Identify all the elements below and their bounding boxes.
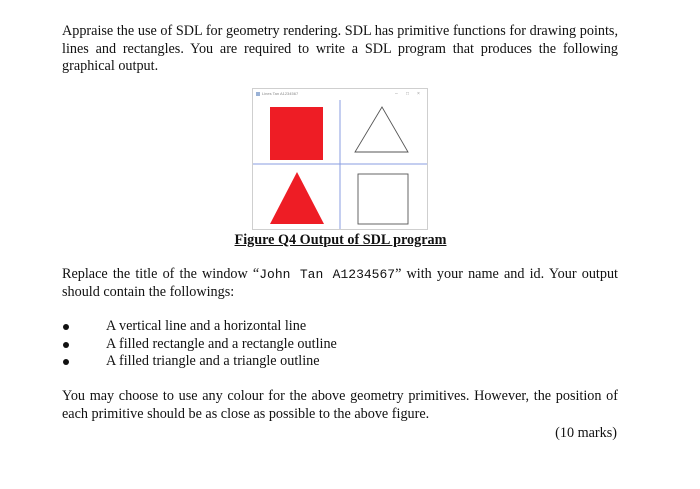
bullet-icon [63,324,69,330]
list-item-text: A vertical line and a horizontal line [106,318,307,334]
maximize-icon: □ [406,91,410,97]
replace-title-paragraph [62,266,618,301]
replace-text-after: ” with your name and id. Your output should contain the followings: [62,266,618,300]
requirements-list [62,318,337,371]
window-title-code: John Tan A1234567 [259,267,396,282]
bullet-icon [63,342,69,348]
intro-paragraph: Appraise the use of SDL for geometry rendering. SDL has primitive functions for drawing points, lines and rectangles. You are required to write a SDL program that produces the following graphical output. [62,23,618,74]
app-icon [256,92,260,96]
sdl-window-title: Lines Tan A1234567 [262,91,299,96]
list-item [62,336,337,354]
figure-caption: Figure Q4 Output of SDL program [234,232,447,248]
list-item [62,318,337,336]
sdl-canvas [253,100,427,229]
closing-paragraph: You may choose to use any colour for the above geometry primitives. However, the position of each primitive should be as close as possible to the above figure. [62,388,618,422]
filled-rectangle [270,107,323,160]
sdl-window-figure [252,88,428,230]
list-item [62,353,337,371]
marks-label: (10 marks) [555,425,617,441]
filled-triangle [270,172,324,224]
close-icon: × [417,91,420,97]
list-item-text: A filled rectangle and a rectangle outline [106,335,337,352]
bullet-icon [63,359,69,365]
minimize-icon: – [395,91,398,97]
list-item-text: A filled triangle and a triangle outline [106,353,320,369]
sdl-window-titlebar [253,89,427,100]
triangle-outline [355,107,408,152]
replace-text-before: Replace the title of the window “ [62,266,260,282]
rectangle-outline [358,174,408,224]
